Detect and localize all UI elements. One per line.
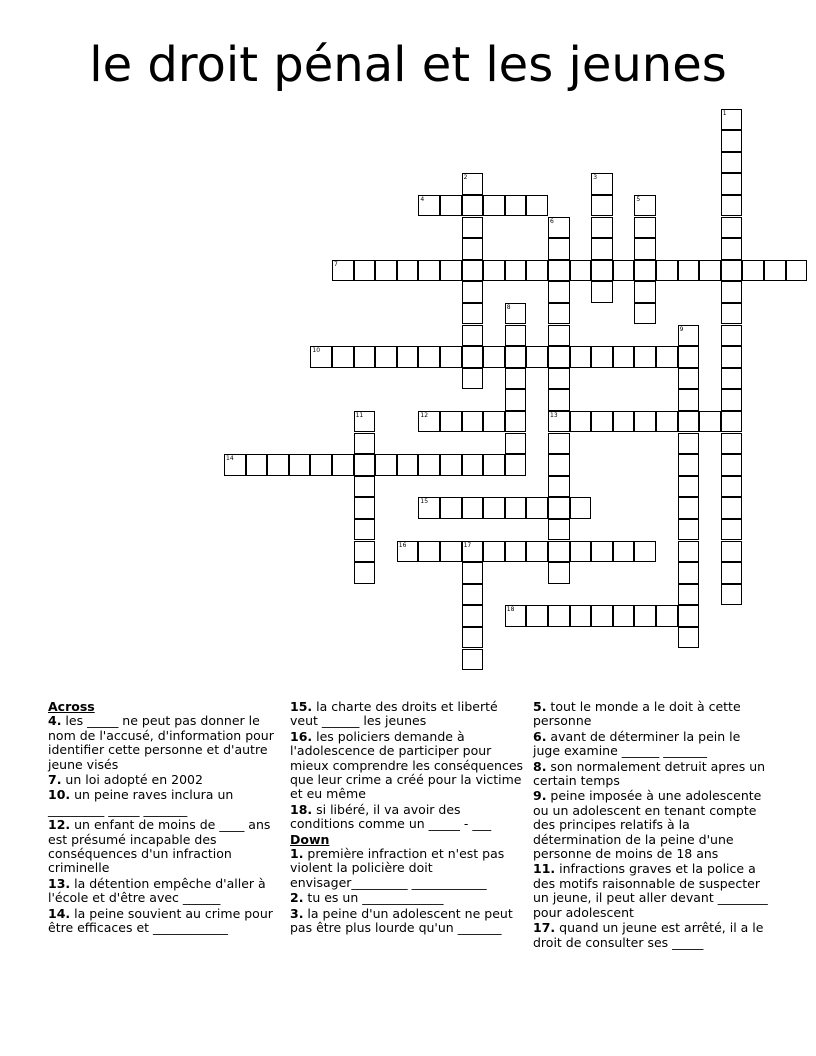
grid-cell[interactable]: [699, 260, 721, 282]
grid-cell-number: 14: [226, 455, 234, 463]
grid-cell[interactable]: [246, 454, 268, 476]
grid-cell[interactable]: [721, 541, 743, 563]
grid-cell[interactable]: [462, 562, 484, 584]
grid-cell[interactable]: [505, 368, 527, 390]
grid-cell[interactable]: [634, 346, 656, 368]
grid-cell[interactable]: [678, 627, 700, 649]
clue-down-6: [533, 730, 771, 759]
grid-cell[interactable]: [570, 541, 592, 563]
page-title: le droit pénal et les jeunes: [89, 37, 727, 93]
clue-number: 8.: [533, 758, 547, 774]
clue-down-1: [290, 847, 528, 890]
grid-cell[interactable]: [526, 605, 548, 627]
grid-cell[interactable]: [462, 497, 484, 519]
grid-cell[interactable]: [483, 411, 505, 433]
grid-cell[interactable]: [548, 217, 570, 239]
grid-cell[interactable]: [721, 303, 743, 325]
grid-cell[interactable]: [289, 454, 311, 476]
clue-text: un loi adopté en 2002: [61, 772, 203, 788]
clue-across-7: [48, 773, 286, 787]
grid-cell[interactable]: [310, 454, 332, 476]
grid-cell[interactable]: [462, 454, 484, 476]
grid-cell[interactable]: [418, 411, 440, 433]
clue-number: 4.: [48, 713, 62, 729]
grid-cell[interactable]: [354, 497, 376, 519]
clue-number: 3.: [290, 905, 304, 921]
grid-cell[interactable]: [548, 454, 570, 476]
grid-cell[interactable]: [354, 476, 376, 498]
grid-cell[interactable]: [505, 303, 527, 325]
clue-number: 15.: [290, 699, 313, 714]
grid-cell[interactable]: [354, 562, 376, 584]
clue-text: si libéré, il va avoir des conditions comme un _____ - ___: [290, 801, 492, 832]
clue-number: 17.: [533, 920, 556, 936]
grid-cell[interactable]: [462, 325, 484, 347]
grid-cell[interactable]: [678, 389, 700, 411]
grid-cell[interactable]: [721, 433, 743, 455]
grid-cell[interactable]: [570, 346, 592, 368]
grid-cell[interactable]: [742, 260, 764, 282]
grid-cell[interactable]: [354, 433, 376, 455]
grid-cell[interactable]: [354, 260, 376, 282]
grid-cell[interactable]: [354, 454, 376, 476]
grid-cell[interactable]: [721, 497, 743, 519]
grid-cell[interactable]: [354, 519, 376, 541]
grid-cell[interactable]: [505, 389, 527, 411]
grid-cell[interactable]: [332, 260, 354, 282]
grid-cell[interactable]: [440, 454, 462, 476]
grid-cell[interactable]: [634, 281, 656, 303]
clue-number: 13.: [48, 875, 71, 891]
grid-cell[interactable]: [634, 605, 656, 627]
grid-cell[interactable]: [678, 368, 700, 390]
clue-text: son normalement detruit apres un certain temps: [533, 758, 766, 789]
grid-cell[interactable]: [721, 195, 743, 217]
grid-cell[interactable]: [721, 346, 743, 368]
grid-cell[interactable]: [613, 411, 635, 433]
clue-text: tu es un _____________: [303, 890, 444, 906]
clue-text: les _____ ne peut pas donner le nom de l'accusé, d'information pour identifier cette personne et d'autre jeune visés: [48, 713, 274, 772]
grid-cell[interactable]: [678, 346, 700, 368]
grid-cell[interactable]: [721, 260, 743, 282]
grid-cell[interactable]: [462, 627, 484, 649]
grid-cell[interactable]: [678, 433, 700, 455]
grid-cell[interactable]: [375, 346, 397, 368]
clue-down-3: [290, 907, 528, 936]
clue-text: la charte des droits et liberté veut ______ les jeunes: [290, 699, 498, 729]
grid-cell[interactable]: [678, 584, 700, 606]
clue-number: 1.: [290, 846, 304, 862]
grid-cell[interactable]: [440, 411, 462, 433]
clue-number: 10.: [48, 787, 71, 803]
grid-cell[interactable]: [397, 260, 419, 282]
grid-cell[interactable]: [483, 260, 505, 282]
grid-cell[interactable]: [721, 325, 743, 347]
grid-cell[interactable]: [418, 260, 440, 282]
grid-cell[interactable]: [678, 325, 700, 347]
grid-cell[interactable]: [418, 346, 440, 368]
grid-cell[interactable]: [570, 411, 592, 433]
grid-cell-number: 4: [420, 195, 425, 203]
grid-cell[interactable]: [548, 346, 570, 368]
grid-cell[interactable]: [462, 649, 484, 671]
grid-cell[interactable]: [332, 346, 354, 368]
clue-across-16: [290, 730, 528, 802]
grid-cell[interactable]: [786, 260, 808, 282]
clue-number: 9.: [533, 788, 547, 804]
grid-cell-number: 17: [463, 541, 472, 549]
grid-cell[interactable]: [591, 541, 613, 563]
grid-cell[interactable]: [462, 217, 484, 239]
grid-cell[interactable]: [591, 281, 613, 303]
grid-cell[interactable]: [721, 173, 743, 195]
grid-cell-number: 10: [312, 347, 321, 355]
clue-down-11: [533, 862, 771, 920]
grid-cell[interactable]: [634, 238, 656, 260]
grid-cell[interactable]: [634, 411, 656, 433]
grid-cell[interactable]: [548, 497, 570, 519]
grid-cell[interactable]: [591, 238, 613, 260]
grid-cell-number: 2: [463, 174, 468, 182]
grid-cell[interactable]: [678, 411, 700, 433]
grid-cell[interactable]: [462, 605, 484, 627]
grid-cell[interactable]: [634, 195, 656, 217]
grid-cell[interactable]: [462, 281, 484, 303]
grid-cell[interactable]: [764, 260, 786, 282]
grid-cell[interactable]: [462, 173, 484, 195]
grid-cell[interactable]: [462, 238, 484, 260]
grid-cell[interactable]: [418, 497, 440, 519]
grid-cell[interactable]: [418, 454, 440, 476]
grid-cell-number: 11: [355, 411, 364, 419]
clue-across-12: [48, 818, 286, 876]
grid-cell[interactable]: [591, 411, 613, 433]
grid-cell[interactable]: [721, 476, 743, 498]
grid-cell[interactable]: [310, 346, 332, 368]
clue-text: tout le monde a le doit à cette personne: [533, 699, 741, 729]
grid-cell[interactable]: [462, 411, 484, 433]
grid-cell[interactable]: [505, 541, 527, 563]
grid-cell[interactable]: [678, 605, 700, 627]
grid-cell[interactable]: [505, 325, 527, 347]
grid-cell[interactable]: [418, 195, 440, 217]
clue-text: la peine d'un adolescent ne peut pas être plus lourde qu'un _______: [290, 905, 513, 936]
clue-across-10: [48, 788, 286, 817]
clues-column-2: [290, 700, 528, 937]
grid-cell[interactable]: [397, 346, 419, 368]
grid-cell[interactable]: [591, 260, 613, 282]
grid-cell[interactable]: [526, 497, 548, 519]
grid-cell[interactable]: [354, 411, 376, 433]
clue-number: 16.: [290, 728, 313, 744]
clue-text: première infraction et n'est pas violent la policière doit envisager_________ ____________: [290, 846, 505, 890]
grid-cell[interactable]: [634, 260, 656, 282]
grid-cell[interactable]: [505, 260, 527, 282]
grid-cell[interactable]: [462, 260, 484, 282]
clue-number: 5.: [533, 699, 547, 714]
grid-cell[interactable]: [678, 260, 700, 282]
grid-cell[interactable]: [526, 541, 548, 563]
clue-number: 12.: [48, 817, 71, 833]
clue-number: 11.: [533, 861, 556, 877]
grid-cell[interactable]: [440, 195, 462, 217]
grid-cell[interactable]: [505, 346, 527, 368]
grid-cell[interactable]: [678, 562, 700, 584]
clue-number: 2.: [290, 890, 304, 906]
grid-cell[interactable]: [721, 562, 743, 584]
grid-cell[interactable]: [354, 541, 376, 563]
grid-cell[interactable]: [634, 217, 656, 239]
grid-cell[interactable]: [548, 325, 570, 347]
clue-number: 18.: [290, 801, 313, 817]
clue-text: quand un jeune est arrêté, il a le droit de consulter ses _____: [533, 920, 764, 950]
grid-cell[interactable]: [678, 519, 700, 541]
grid-cell[interactable]: [354, 346, 376, 368]
clue-text: les policiers demande à l'adolescence de participer pour mieux comprendre les conséquences que leur crime a créé pour la victime et eu même: [290, 728, 524, 802]
grid-cell[interactable]: [678, 497, 700, 519]
grid-cell[interactable]: [548, 519, 570, 541]
grid-cell[interactable]: [634, 303, 656, 325]
grid-cell[interactable]: [591, 217, 613, 239]
grid-cell[interactable]: [678, 541, 700, 563]
grid-cell[interactable]: [591, 195, 613, 217]
grid-cell[interactable]: [613, 605, 635, 627]
grid-cell[interactable]: [462, 541, 484, 563]
clue-text: peine imposée à une adolescente ou un adolescent en tenant compte des principes relatifs à la détermination de la peine d'une personne de moins de 18 ans: [533, 788, 762, 862]
grid-cell[interactable]: [548, 541, 570, 563]
grid-cell[interactable]: [721, 281, 743, 303]
clue-number: 6.: [533, 728, 547, 744]
across-heading: Across: [48, 699, 95, 714]
grid-cell[interactable]: [440, 497, 462, 519]
grid-cell[interactable]: [483, 346, 505, 368]
grid-cell[interactable]: [418, 541, 440, 563]
grid-cell[interactable]: [656, 411, 678, 433]
grid-cell[interactable]: [483, 454, 505, 476]
grid-cell[interactable]: [397, 454, 419, 476]
grid-cell[interactable]: [440, 346, 462, 368]
grid-cell-number: 16: [398, 541, 407, 549]
grid-cell[interactable]: [505, 605, 527, 627]
clue-down-17: [533, 921, 771, 950]
clue-down-9: [533, 789, 771, 861]
grid-cell[interactable]: [678, 476, 700, 498]
down-heading: Down: [290, 831, 330, 847]
grid-cell-number: 15: [420, 498, 429, 506]
grid-cell[interactable]: [548, 281, 570, 303]
grid-cell[interactable]: [591, 173, 613, 195]
clue-text: la détention empêche d'aller à l'école et d'être avec ______: [48, 875, 266, 906]
grid-cell-number: 8: [506, 303, 511, 311]
clue-across-14: [48, 907, 286, 936]
clue-down-5: [533, 700, 771, 729]
grid-cell-number: 5: [636, 195, 641, 203]
grid-cell[interactable]: [613, 260, 635, 282]
grid-cell[interactable]: [721, 109, 743, 131]
clue-text: infractions graves et la police a des motifs raisonnable de suspecter un jeune, il peut aller devant ________ pour adolescent: [533, 861, 768, 920]
clue-text: un peine raves inclura un _________ _____ _______: [48, 787, 234, 817]
clue-across-4: [48, 714, 286, 772]
grid-cell-number: 1: [722, 109, 727, 117]
grid-cell[interactable]: [613, 541, 635, 563]
clues-column-1: [48, 700, 286, 937]
grid-cell-number: 9: [679, 325, 684, 333]
grid-cell[interactable]: [440, 260, 462, 282]
grid-cell[interactable]: [397, 541, 419, 563]
grid-cell[interactable]: [591, 346, 613, 368]
grid-cell[interactable]: [483, 195, 505, 217]
clue-down-8: [533, 760, 771, 789]
grid-cell[interactable]: [548, 303, 570, 325]
clue-text: avant de déterminer la pein le juge examine ______ _______: [533, 728, 741, 759]
grid-cell-number: 6: [550, 217, 554, 225]
clue-text: la peine souvient au crime pour être efficaces et ____________: [48, 905, 273, 936]
grid-cell[interactable]: [505, 433, 527, 455]
grid-cell[interactable]: [526, 195, 548, 217]
grid-cell[interactable]: [548, 368, 570, 390]
grid-cell[interactable]: [721, 454, 743, 476]
grid-cell[interactable]: [548, 260, 570, 282]
grid-cell[interactable]: [591, 605, 613, 627]
clue-number: 7.: [48, 772, 62, 788]
grid-cell[interactable]: [656, 605, 678, 627]
grid-cell[interactable]: [721, 130, 743, 152]
grid-cell[interactable]: [721, 368, 743, 390]
grid-cell[interactable]: [505, 411, 527, 433]
grid-cell[interactable]: [505, 195, 527, 217]
clue-down-2: [290, 891, 528, 905]
grid-cell-number: 3: [593, 174, 598, 182]
grid-cell[interactable]: [548, 605, 570, 627]
grid-cell[interactable]: [721, 217, 743, 239]
grid-cell[interactable]: [721, 238, 743, 260]
grid-cell[interactable]: [462, 346, 484, 368]
clues-column-3: [533, 700, 771, 951]
grid-cell-number: 7: [334, 260, 338, 268]
grid-cell[interactable]: [570, 605, 592, 627]
grid-cell[interactable]: [613, 346, 635, 368]
grid-cell[interactable]: [548, 411, 570, 433]
grid-cell[interactable]: [656, 346, 678, 368]
grid-cell[interactable]: [505, 497, 527, 519]
grid-cell[interactable]: [483, 497, 505, 519]
grid-cell[interactable]: [462, 584, 484, 606]
clue-across-18: [290, 803, 528, 832]
grid-cell[interactable]: [699, 411, 721, 433]
grid-cell[interactable]: [570, 497, 592, 519]
grid-cell-number: 13: [550, 411, 558, 419]
grid-cell[interactable]: [224, 454, 246, 476]
grid-cell[interactable]: [548, 238, 570, 260]
grid-cell[interactable]: [548, 562, 570, 584]
grid-cell[interactable]: [656, 260, 678, 282]
grid-cell[interactable]: [332, 454, 354, 476]
grid-cell[interactable]: [570, 260, 592, 282]
grid-cell-number: 18: [506, 606, 515, 614]
clue-number: 14.: [48, 905, 71, 921]
grid-cell[interactable]: [548, 433, 570, 455]
grid-cell[interactable]: [526, 260, 548, 282]
grid-cell[interactable]: [462, 195, 484, 217]
clue-across-15: [290, 700, 528, 729]
grid-cell[interactable]: [548, 389, 570, 411]
grid-cell[interactable]: [462, 303, 484, 325]
grid-cell[interactable]: [526, 346, 548, 368]
grid-cell[interactable]: [678, 454, 700, 476]
grid-cell[interactable]: [375, 454, 397, 476]
grid-cell[interactable]: [440, 541, 462, 563]
clue-text: un enfant de moins de ____ ans est présumé incapable des conséquences d'un infraction criminelle: [48, 817, 271, 876]
grid-cell[interactable]: [505, 454, 527, 476]
grid-cell[interactable]: [721, 389, 743, 411]
grid-cell[interactable]: [721, 584, 743, 606]
clue-across-13: [48, 877, 286, 906]
grid-cell[interactable]: [548, 476, 570, 498]
grid-cell-number: 12: [420, 411, 429, 419]
grid-cell[interactable]: [267, 454, 289, 476]
grid-cell[interactable]: [462, 368, 484, 390]
grid-cell[interactable]: [721, 152, 743, 174]
grid-cell[interactable]: [721, 411, 743, 433]
grid-cell[interactable]: [375, 260, 397, 282]
grid-cell[interactable]: [483, 541, 505, 563]
grid-cell[interactable]: [634, 541, 656, 563]
grid-cell[interactable]: [721, 519, 743, 541]
